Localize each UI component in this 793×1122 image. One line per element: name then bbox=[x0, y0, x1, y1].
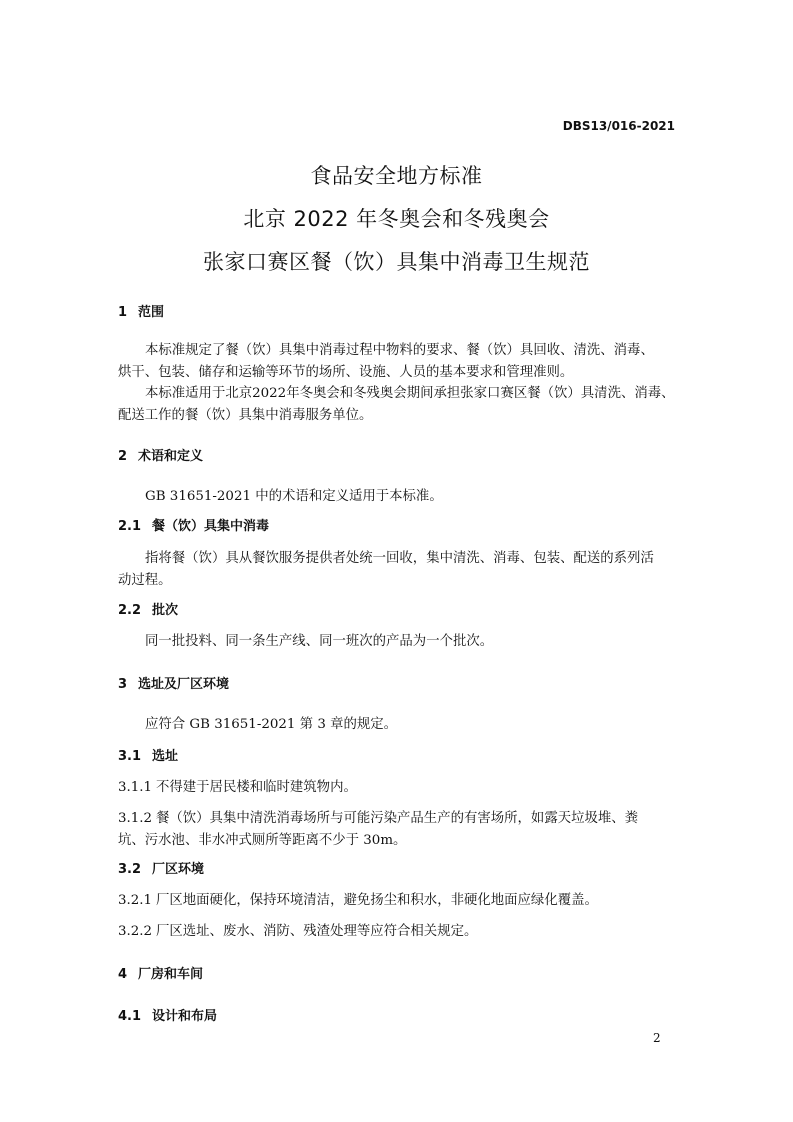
clause-3-2-2 bbox=[118, 920, 477, 939]
section-3-heading bbox=[118, 673, 229, 692]
clause-number: 3.2.2 bbox=[118, 924, 153, 939]
section-1-heading bbox=[118, 301, 164, 320]
section-3-2-heading bbox=[118, 858, 204, 877]
section-title: 范围 bbox=[138, 305, 165, 320]
section-4-1-heading bbox=[118, 1005, 217, 1024]
section-number: 2 bbox=[118, 449, 128, 464]
paragraph-line: 本标准适用于北京2022年冬奥会和冬残奥会期间承担张家口赛区餐（饮）具清洗、消毒、 bbox=[145, 386, 675, 401]
section-number: 2.1 bbox=[118, 519, 142, 534]
paragraph-line: 配送工作的餐（饮）具集中消毒服务单位。 bbox=[118, 408, 373, 423]
section-number: 3.2 bbox=[118, 862, 142, 877]
section-number: 3.1 bbox=[118, 749, 142, 764]
section-3-1-heading bbox=[118, 745, 178, 764]
paragraph-line: GB 31651-2021 中的术语和定义适用于本标准。 bbox=[145, 489, 443, 504]
section-title: 术语和定义 bbox=[138, 449, 204, 464]
section-2-heading bbox=[118, 445, 203, 464]
clause-text: 餐（饮）具集中清洗消毒场所与可能污染产品生产的有害场所，如露天垃圾堆、粪 bbox=[156, 811, 639, 826]
paragraph-line: 坑、污水池、非水冲式厕所等距离不少于 30m。 bbox=[118, 833, 407, 848]
section-number: 3 bbox=[118, 677, 128, 692]
section-4-heading bbox=[118, 963, 203, 982]
section-2-2-heading bbox=[118, 599, 178, 618]
paragraph-line: 本标准规定了餐（饮）具集中消毒过程中物料的要求、餐（饮）具回收、清洗、消毒、 bbox=[145, 343, 654, 358]
section-2-1-heading bbox=[118, 515, 269, 534]
page-number: 2 bbox=[653, 1031, 661, 1045]
document-code: DBS13/016-2021 bbox=[562, 119, 675, 133]
section-number: 4 bbox=[118, 967, 128, 982]
section-title: 选址及厂区环境 bbox=[138, 677, 230, 692]
paragraph-line: 应符合 GB 31651-2021 第 3 章的规定。 bbox=[145, 717, 398, 732]
clause-number: 3.2.1 bbox=[118, 893, 153, 908]
section-title: 设计和布局 bbox=[152, 1009, 218, 1024]
clause-3-1-2 bbox=[118, 807, 638, 826]
clause-3-2-1 bbox=[118, 889, 598, 908]
section-title: 餐（饮）具集中消毒 bbox=[152, 519, 270, 534]
title-line-2: 北京 2022 年冬奥会和冬残奥会 bbox=[243, 207, 550, 231]
paragraph-line: 动过程。 bbox=[118, 573, 172, 588]
section-title: 批次 bbox=[152, 603, 179, 618]
clause-text: 厂区地面硬化，保持环境清洁，避免扬尘和积水，非硬化地面应绿化覆盖。 bbox=[156, 893, 598, 908]
section-number: 4.1 bbox=[118, 1009, 142, 1024]
title-line-3: 张家口赛区餐（饮）具集中消毒卫生规范 bbox=[203, 250, 590, 274]
clause-3-1-1 bbox=[118, 776, 357, 795]
paragraph-line: 同一批投料、同一条生产线、同一班次的产品为一个批次。 bbox=[145, 634, 494, 649]
section-title: 厂房和车间 bbox=[138, 967, 204, 982]
clause-number: 3.1.1 bbox=[118, 780, 153, 795]
section-number: 1 bbox=[118, 305, 128, 320]
section-number: 2.2 bbox=[118, 603, 142, 618]
section-title: 厂区环境 bbox=[152, 862, 205, 877]
clause-number: 3.1.2 bbox=[118, 811, 153, 826]
clause-text: 不得建于居民楼和临时建筑物内。 bbox=[156, 780, 357, 795]
paragraph-line: 指将餐（饮）具从餐饮服务提供者处统一回收，集中清洗、消毒、包装、配送的系列活 bbox=[145, 551, 654, 566]
section-title: 选址 bbox=[152, 749, 179, 764]
clause-text: 厂区选址、废水、消防、残渣处理等应符合相关规定。 bbox=[156, 924, 478, 939]
title-line-1: 食品安全地方标准 bbox=[310, 164, 483, 188]
paragraph-line: 烘干、包装、储存和运输等环节的场所、设施、人员的基本要求和管理准则。 bbox=[118, 365, 574, 380]
